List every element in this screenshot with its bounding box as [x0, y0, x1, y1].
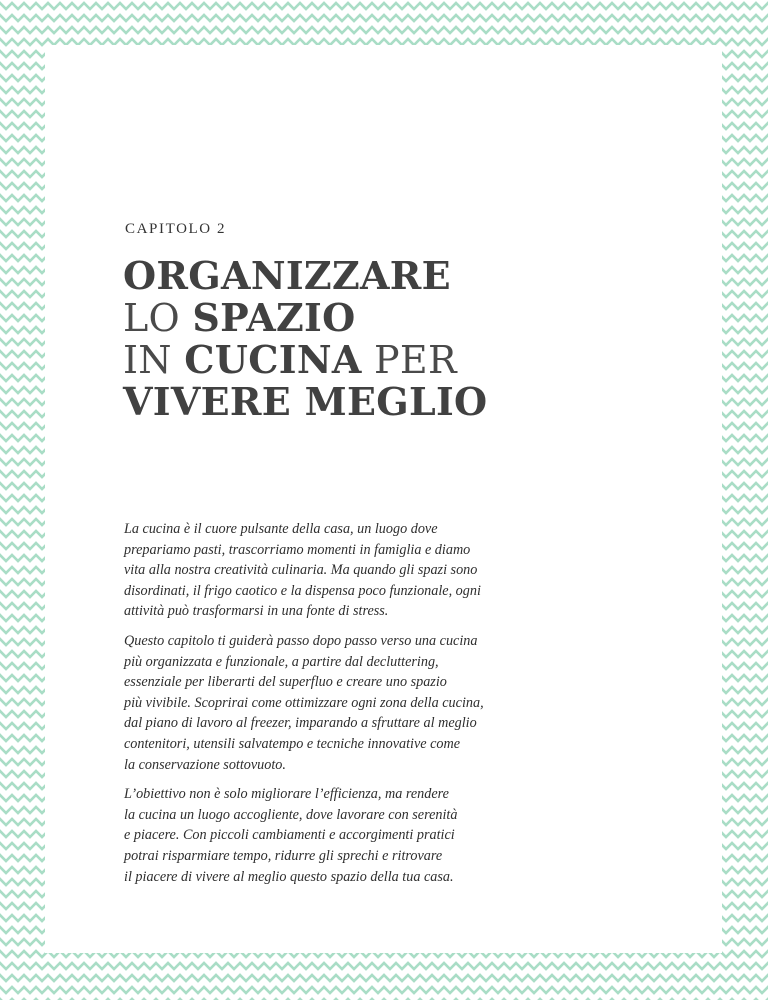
title-line-4	[123, 381, 487, 423]
intro-text	[124, 519, 544, 896]
title-segment: PER	[361, 338, 457, 382]
title-segment: ORGANIZZARE	[123, 253, 451, 298]
text-line: il piacere di vivere al meglio questo spazio della tua casa.	[124, 868, 454, 885]
text-line: più organizzata e funzionale, a partire dal decluttering,	[124, 653, 439, 670]
title-segment: LO	[123, 296, 193, 340]
title-segment: IN	[123, 338, 185, 382]
title-segment: SPAZIO	[192, 295, 356, 340]
title-line-2	[123, 297, 487, 339]
text-line: prepariamo pasti, trascorriamo momenti in famiglia e diamo	[124, 541, 471, 558]
title-line-3	[123, 339, 487, 381]
text-line: potrai risparmiare tempo, ridurre gli sprechi e ritrovare	[124, 847, 443, 864]
text-line: L’obiettivo non è solo migliorare l’efficienza, ma rendere	[124, 786, 449, 803]
text-line: dal piano di lavoro al freezer, imparando a sfruttare al meglio	[124, 715, 477, 732]
text-line: la cucina un luogo accogliente, dove lavorare con serenità	[124, 806, 458, 823]
text-line: attività può trasformarsi in una fonte di stress.	[124, 603, 389, 620]
text-line: essenziale per liberarti del superfluo e creare uno spazio	[124, 674, 447, 691]
text-line: più vivibile. Scoprirai come ottimizzare ogni zona della cucina,	[124, 694, 484, 711]
text-line: e piacere. Con piccoli cambiamenti e accorgimenti pratici	[124, 827, 455, 844]
text-line: La cucina è il cuore pulsante della casa, un luogo dove	[124, 521, 438, 537]
chapter-title	[123, 255, 487, 423]
text-line: la conservazione sottovuoto.	[124, 756, 286, 773]
title-segment: VIVERE MEGLIO	[123, 379, 488, 424]
intro-paragraph-3	[124, 784, 544, 887]
title-line-1	[123, 255, 487, 297]
text-line: Questo capitolo ti guiderà passo dopo passo verso una cucina	[124, 632, 478, 649]
title-segment: CUCINA	[184, 337, 362, 382]
text-line: contenitori, utensili salvatempo e tecniche innovative come	[124, 735, 461, 752]
chapter-label: CAPITOLO 2	[125, 221, 227, 237]
intro-paragraph-2	[124, 631, 544, 775]
text-line: vita alla nostra creatività culinaria. Ma quando gli spazi sono	[124, 562, 478, 579]
text-line: disordinati, il frigo caotico e la dispensa poco funzionale, ogni	[124, 582, 481, 599]
page-content	[45, 45, 722, 953]
intro-paragraph-1	[124, 519, 544, 622]
